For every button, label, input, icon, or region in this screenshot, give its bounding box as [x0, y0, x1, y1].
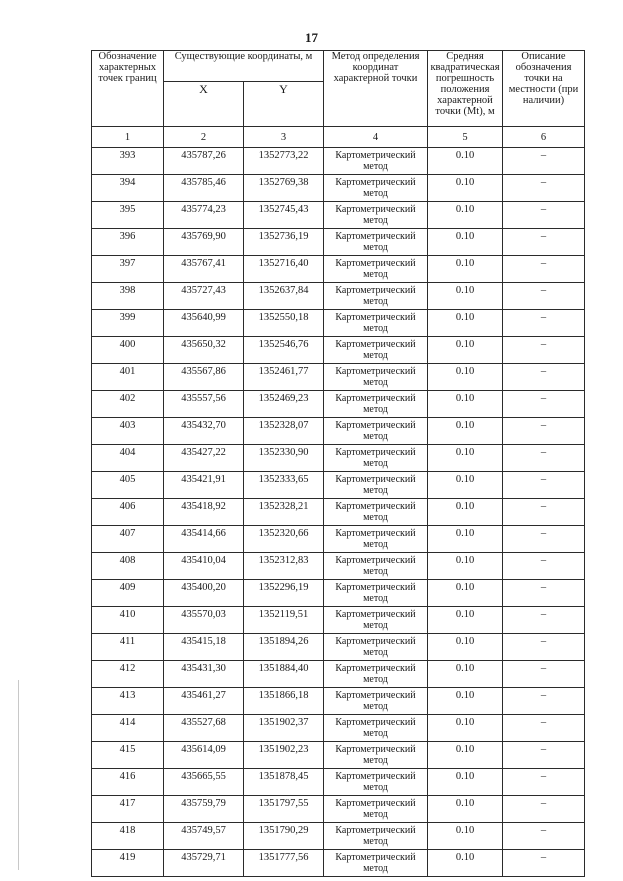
y-coordinate-cell: 1352769,38	[244, 175, 324, 202]
description-cell: –	[503, 607, 585, 634]
y-coordinate-cell: 1352736,19	[244, 229, 324, 256]
method-cell: Картометрический метод	[324, 445, 428, 472]
mean-error-cell: 0.10	[428, 391, 503, 418]
point-number-cell: 397	[92, 256, 164, 283]
x-coordinate-cell: 435431,30	[164, 661, 244, 688]
point-number-cell: 402	[92, 391, 164, 418]
method-cell: Картометрический метод	[324, 175, 428, 202]
point-number-cell: 419	[92, 850, 164, 877]
table-row	[92, 418, 585, 445]
mean-error-cell: 0.10	[428, 850, 503, 877]
table-row	[92, 796, 585, 823]
column-number: 4	[324, 127, 428, 148]
x-coordinate-cell: 435427,22	[164, 445, 244, 472]
method-cell: Картометрический метод	[324, 499, 428, 526]
description-cell: –	[503, 661, 585, 688]
method-cell: Картометрический метод	[324, 850, 428, 877]
method-cell: Картометрический метод	[324, 796, 428, 823]
point-number-cell: 413	[92, 688, 164, 715]
mean-error-cell: 0.10	[428, 688, 503, 715]
description-cell: –	[503, 445, 585, 472]
mean-error-cell: 0.10	[428, 229, 503, 256]
point-number-cell: 396	[92, 229, 164, 256]
method-cell: Картометрический метод	[324, 148, 428, 175]
x-coordinate-cell: 435665,55	[164, 769, 244, 796]
y-coordinate-cell: 1352328,07	[244, 418, 324, 445]
mean-error-cell: 0.10	[428, 337, 503, 364]
y-coordinate-cell: 1352546,76	[244, 337, 324, 364]
mean-error-cell: 0.10	[428, 418, 503, 445]
table-row	[92, 445, 585, 472]
table-row	[92, 310, 585, 337]
table-row	[92, 580, 585, 607]
point-number-cell: 401	[92, 364, 164, 391]
header-row	[92, 51, 585, 82]
mean-error-cell: 0.10	[428, 310, 503, 337]
x-coordinate-cell: 435640,99	[164, 310, 244, 337]
mean-error-cell: 0.10	[428, 283, 503, 310]
point-number-cell: 406	[92, 499, 164, 526]
mean-error-cell: 0.10	[428, 445, 503, 472]
mean-error-cell: 0.10	[428, 661, 503, 688]
y-coordinate-cell: 1351790,29	[244, 823, 324, 850]
header-y: Y	[244, 82, 324, 127]
description-cell: –	[503, 472, 585, 499]
table-row	[92, 688, 585, 715]
y-coordinate-cell: 1352773,22	[244, 148, 324, 175]
point-number-cell: 403	[92, 418, 164, 445]
y-coordinate-cell: 1352296,19	[244, 580, 324, 607]
table-row	[92, 526, 585, 553]
table-row	[92, 202, 585, 229]
description-cell: –	[503, 796, 585, 823]
description-cell: –	[503, 391, 585, 418]
method-cell: Картометрический метод	[324, 553, 428, 580]
point-number-cell: 410	[92, 607, 164, 634]
mean-error-cell: 0.10	[428, 202, 503, 229]
description-cell: –	[503, 499, 585, 526]
y-coordinate-cell: 1351884,40	[244, 661, 324, 688]
description-cell: –	[503, 553, 585, 580]
point-number-cell: 393	[92, 148, 164, 175]
y-coordinate-cell: 1351797,55	[244, 796, 324, 823]
table-row	[92, 499, 585, 526]
method-cell: Картометрический метод	[324, 364, 428, 391]
table-row	[92, 553, 585, 580]
table-row	[92, 850, 585, 877]
x-coordinate-cell: 435410,04	[164, 553, 244, 580]
column-number: 3	[244, 127, 324, 148]
y-coordinate-cell: 1351777,56	[244, 850, 324, 877]
x-coordinate-cell: 435767,41	[164, 256, 244, 283]
mean-error-cell: 0.10	[428, 715, 503, 742]
y-coordinate-cell: 1351902,23	[244, 742, 324, 769]
y-coordinate-cell: 1352312,83	[244, 553, 324, 580]
mean-error-cell: 0.10	[428, 769, 503, 796]
y-coordinate-cell: 1351866,18	[244, 688, 324, 715]
x-coordinate-cell: 435415,18	[164, 634, 244, 661]
column-number-row	[92, 127, 585, 148]
y-coordinate-cell: 1352330,90	[244, 445, 324, 472]
description-cell: –	[503, 283, 585, 310]
x-coordinate-cell: 435759,79	[164, 796, 244, 823]
point-number-cell: 400	[92, 337, 164, 364]
method-cell: Картометрический метод	[324, 526, 428, 553]
header-mean-square-error: Средняя квадратическая погрешность положения характерной точки (Mt), м	[428, 51, 503, 127]
x-coordinate-cell: 435729,71	[164, 850, 244, 877]
column-number: 2	[164, 127, 244, 148]
column-number: 6	[503, 127, 585, 148]
table-row	[92, 715, 585, 742]
point-number-cell: 409	[92, 580, 164, 607]
table-row	[92, 148, 585, 175]
table-row	[92, 769, 585, 796]
table-row	[92, 472, 585, 499]
x-coordinate-cell: 435418,92	[164, 499, 244, 526]
table-row	[92, 661, 585, 688]
header-method: Метод определения координат характерной точки	[324, 51, 428, 127]
method-cell: Картометрический метод	[324, 580, 428, 607]
table-row	[92, 337, 585, 364]
y-coordinate-cell: 1352328,21	[244, 499, 324, 526]
mean-error-cell: 0.10	[428, 364, 503, 391]
table-row	[92, 283, 585, 310]
y-coordinate-cell: 1352461,77	[244, 364, 324, 391]
x-coordinate-cell: 435557,56	[164, 391, 244, 418]
description-cell: –	[503, 688, 585, 715]
description-cell: –	[503, 850, 585, 877]
mean-error-cell: 0.10	[428, 526, 503, 553]
method-cell: Картометрический метод	[324, 607, 428, 634]
mean-error-cell: 0.10	[428, 472, 503, 499]
y-coordinate-cell: 1352119,51	[244, 607, 324, 634]
column-number: 5	[428, 127, 503, 148]
y-coordinate-cell: 1351902,37	[244, 715, 324, 742]
method-cell: Картометрический метод	[324, 256, 428, 283]
mean-error-cell: 0.10	[428, 553, 503, 580]
x-coordinate-cell: 435749,57	[164, 823, 244, 850]
x-coordinate-cell: 435421,91	[164, 472, 244, 499]
description-cell: –	[503, 148, 585, 175]
method-cell: Картометрический метод	[324, 688, 428, 715]
x-coordinate-cell: 435414,66	[164, 526, 244, 553]
description-cell: –	[503, 175, 585, 202]
table-row	[92, 256, 585, 283]
method-cell: Картометрический метод	[324, 202, 428, 229]
mean-error-cell: 0.10	[428, 607, 503, 634]
point-number-cell: 407	[92, 526, 164, 553]
method-cell: Картометрический метод	[324, 742, 428, 769]
scan-margin-line	[18, 680, 19, 870]
method-cell: Картометрический метод	[324, 661, 428, 688]
point-number-cell: 404	[92, 445, 164, 472]
table-row	[92, 364, 585, 391]
point-number-cell: 408	[92, 553, 164, 580]
header-description: Описание обозначения точки на местности (при наличии)	[503, 51, 585, 127]
mean-error-cell: 0.10	[428, 256, 503, 283]
point-number-cell: 415	[92, 742, 164, 769]
description-cell: –	[503, 634, 585, 661]
mean-error-cell: 0.10	[428, 634, 503, 661]
point-number-cell: 405	[92, 472, 164, 499]
mean-error-cell: 0.10	[428, 823, 503, 850]
point-number-cell: 414	[92, 715, 164, 742]
description-cell: –	[503, 310, 585, 337]
table-row	[92, 229, 585, 256]
y-coordinate-cell: 1351894,26	[244, 634, 324, 661]
description-cell: –	[503, 715, 585, 742]
method-cell: Картометрический метод	[324, 418, 428, 445]
x-coordinate-cell: 435400,20	[164, 580, 244, 607]
x-coordinate-cell: 435785,46	[164, 175, 244, 202]
description-cell: –	[503, 229, 585, 256]
point-number-cell: 416	[92, 769, 164, 796]
x-coordinate-cell: 435614,09	[164, 742, 244, 769]
description-cell: –	[503, 580, 585, 607]
point-number-cell: 418	[92, 823, 164, 850]
x-coordinate-cell: 435650,32	[164, 337, 244, 364]
method-cell: Картометрический метод	[324, 634, 428, 661]
column-number: 1	[92, 127, 164, 148]
point-number-cell: 411	[92, 634, 164, 661]
mean-error-cell: 0.10	[428, 796, 503, 823]
mean-error-cell: 0.10	[428, 742, 503, 769]
table-row	[92, 607, 585, 634]
y-coordinate-cell: 1352637,84	[244, 283, 324, 310]
method-cell: Картометрический метод	[324, 715, 428, 742]
table-row	[92, 742, 585, 769]
page-number: 17	[305, 30, 318, 45]
x-coordinate-cell: 435432,70	[164, 418, 244, 445]
description-cell: –	[503, 526, 585, 553]
header-x: X	[164, 82, 244, 127]
table-row	[92, 634, 585, 661]
method-cell: Картометрический метод	[324, 823, 428, 850]
method-cell: Картометрический метод	[324, 310, 428, 337]
description-cell: –	[503, 202, 585, 229]
mean-error-cell: 0.10	[428, 175, 503, 202]
point-number-cell: 399	[92, 310, 164, 337]
mean-error-cell: 0.10	[428, 580, 503, 607]
table-row	[92, 391, 585, 418]
y-coordinate-cell: 1352716,40	[244, 256, 324, 283]
description-cell: –	[503, 364, 585, 391]
point-number-cell: 394	[92, 175, 164, 202]
x-coordinate-cell: 435461,27	[164, 688, 244, 715]
header-existing-coordinates: Существующие координаты, м	[164, 51, 324, 82]
x-coordinate-cell: 435769,90	[164, 229, 244, 256]
mean-error-cell: 0.10	[428, 499, 503, 526]
table-body	[92, 148, 585, 877]
point-number-cell: 395	[92, 202, 164, 229]
description-cell: –	[503, 256, 585, 283]
method-cell: Картометрический метод	[324, 472, 428, 499]
description-cell: –	[503, 769, 585, 796]
method-cell: Картометрический метод	[324, 229, 428, 256]
method-cell: Картометрический метод	[324, 769, 428, 796]
description-cell: –	[503, 418, 585, 445]
y-coordinate-cell: 1352745,43	[244, 202, 324, 229]
table-row	[92, 175, 585, 202]
y-coordinate-cell: 1351878,45	[244, 769, 324, 796]
x-coordinate-cell: 435570,03	[164, 607, 244, 634]
y-coordinate-cell: 1352550,18	[244, 310, 324, 337]
description-cell: –	[503, 823, 585, 850]
method-cell: Картометрический метод	[324, 283, 428, 310]
y-coordinate-cell: 1352469,23	[244, 391, 324, 418]
coordinates-table	[91, 50, 585, 877]
point-number-cell: 412	[92, 661, 164, 688]
table-row	[92, 823, 585, 850]
point-number-cell: 398	[92, 283, 164, 310]
method-cell: Картометрический метод	[324, 337, 428, 364]
method-cell: Картометрический метод	[324, 391, 428, 418]
x-coordinate-cell: 435727,43	[164, 283, 244, 310]
point-number-cell: 417	[92, 796, 164, 823]
header-point-designation: Обозначение характерных точек границ	[92, 51, 164, 127]
x-coordinate-cell: 435787,26	[164, 148, 244, 175]
mean-error-cell: 0.10	[428, 148, 503, 175]
description-cell: –	[503, 337, 585, 364]
x-coordinate-cell: 435567,86	[164, 364, 244, 391]
y-coordinate-cell: 1352333,65	[244, 472, 324, 499]
x-coordinate-cell: 435527,68	[164, 715, 244, 742]
y-coordinate-cell: 1352320,66	[244, 526, 324, 553]
description-cell: –	[503, 742, 585, 769]
x-coordinate-cell: 435774,23	[164, 202, 244, 229]
